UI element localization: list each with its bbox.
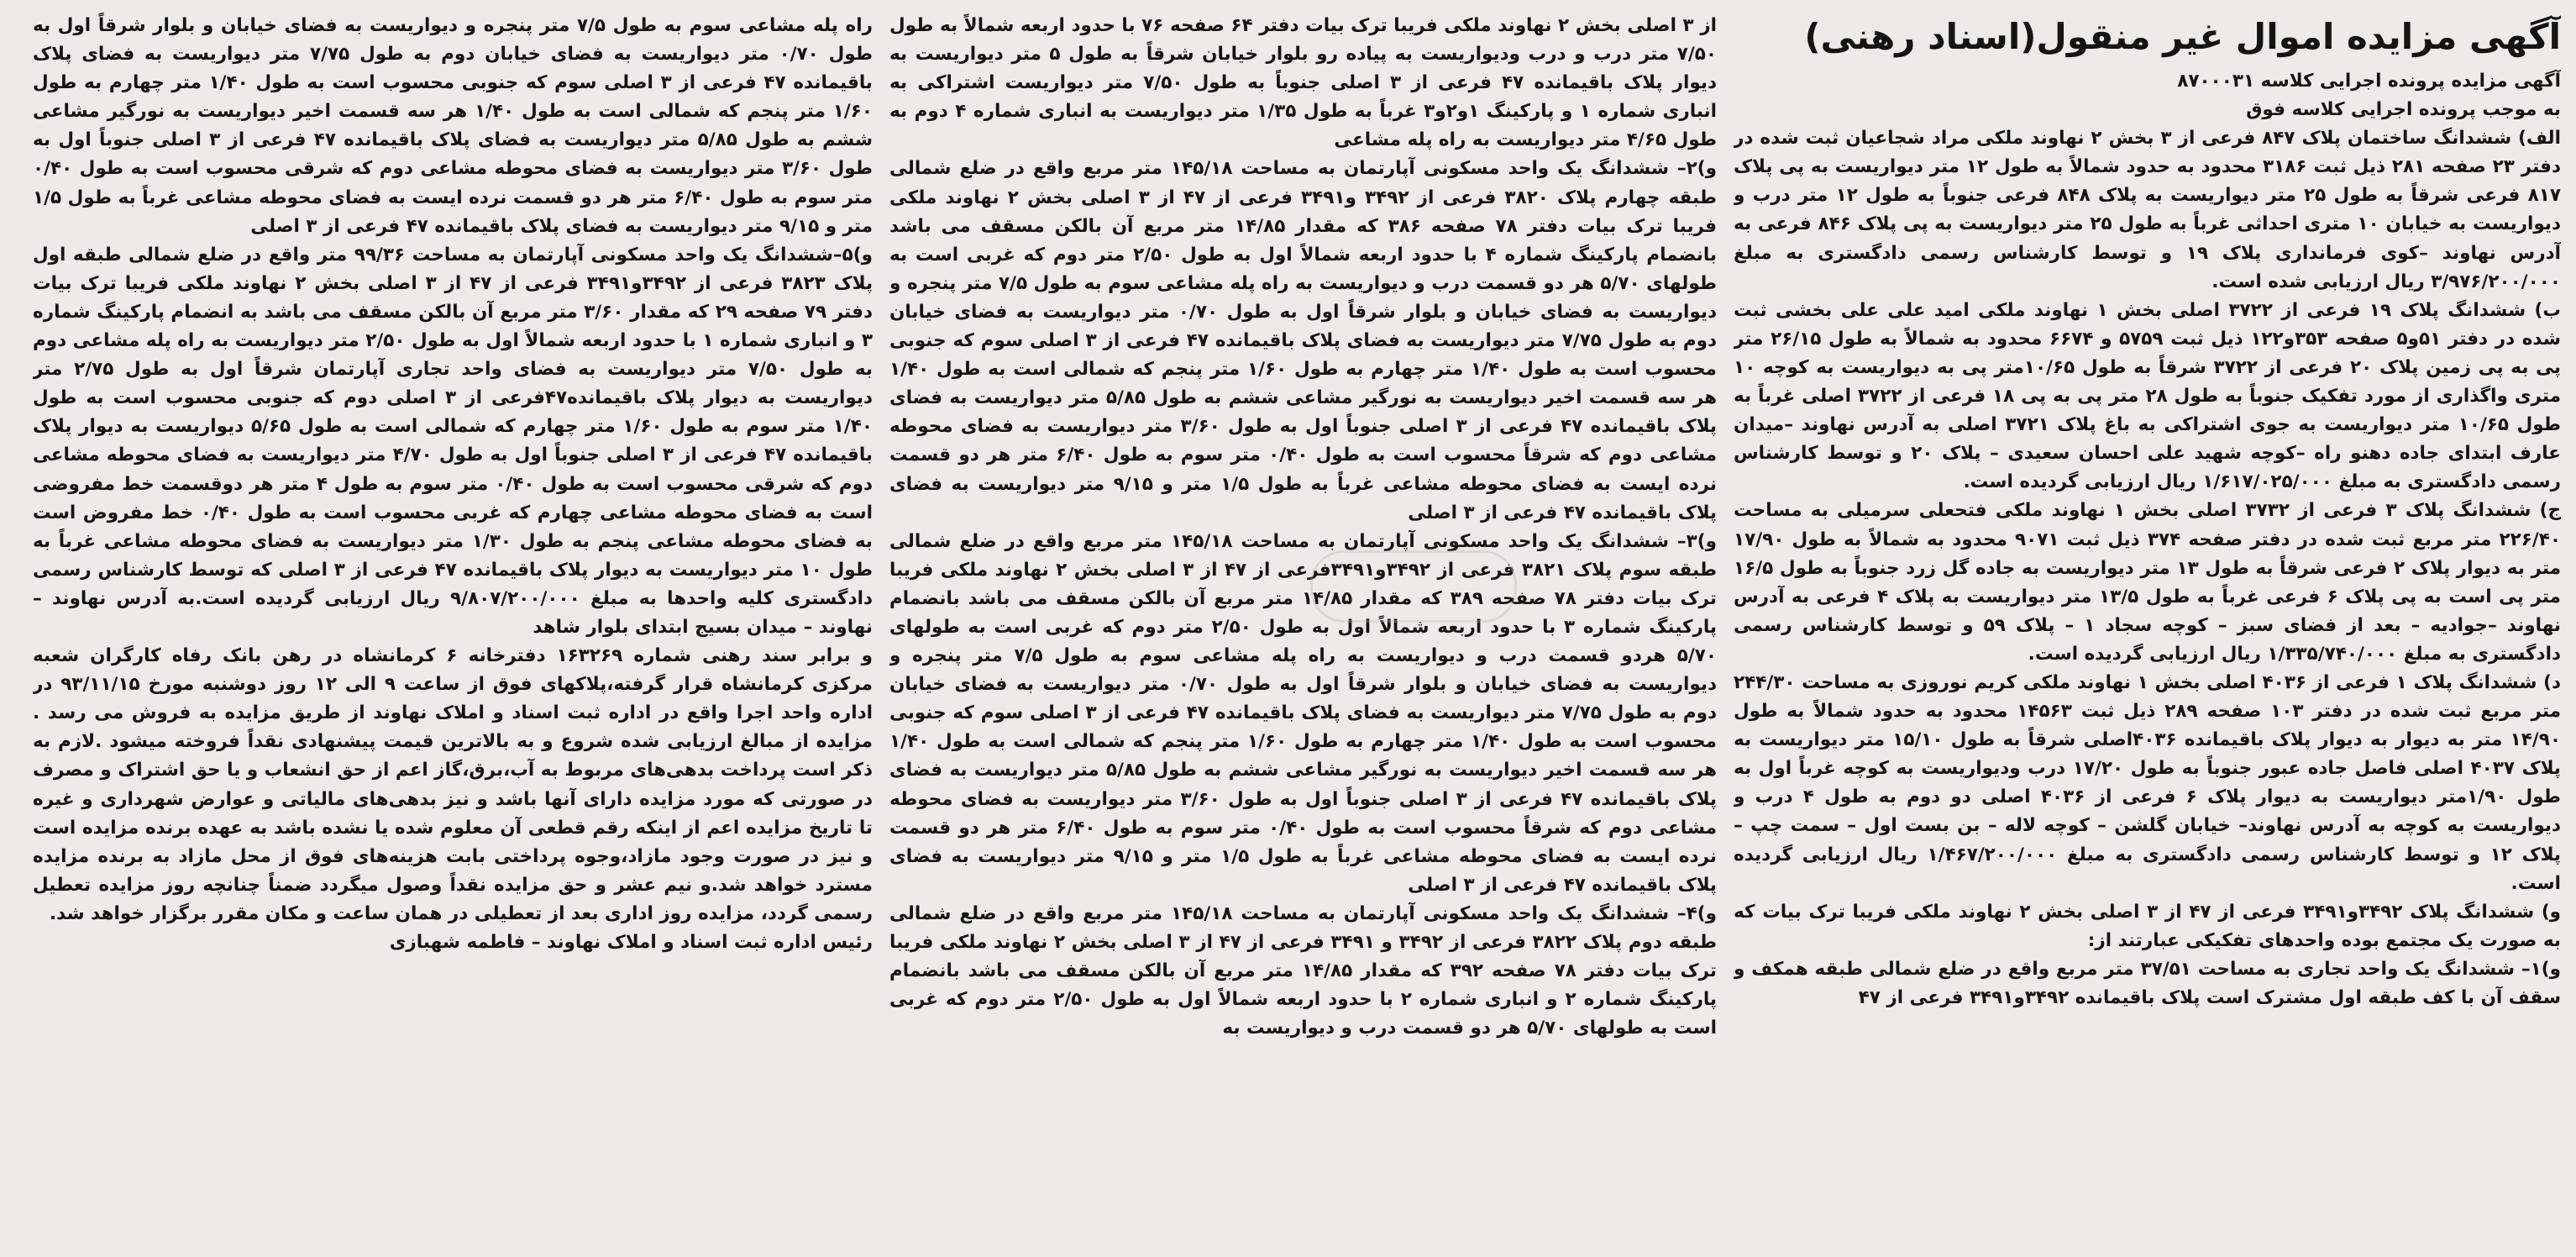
property-item-vav-4: و)۴– ششدانگ یک واحد مسکونی آپارتمان به مساحت ۱۴۵/۱۸ متر مربع واقع در ضلع شمالی طبقه دوم پلاک ۳۸۲۲ فرعی از ۳۴۹۲ و ۳۴۹۱ فرعی از ۴۷ از ۳ اصلی بخش ۲ نهاوند ملکی فریبا ترک بیات دفتر ۷۸ صفحه ۳۹۲ که مقدار ۱۴/۸۵ متر مربع آن بالکن مسقف می باشد بانضمام پارکینگ شماره ۲ و انباری شماره ۲ با حدود اربعه شمالاً اول به طول ۲/۵۰ متر دوم که غربی است به طولهای ۵/۷۰ هر دو قسمت درب و دیواریست به <box>889 902 1717 1039</box>
property-item-alef: الف) ششدانگ ساختمان پلاک ۸۴۷ فرعی از ۳ بخش ۲ نهاوند ملکی مراد شجاعیان ثبت شده در دفتر ۲۳ صفحه ۲۸۱ ذیل ثبت ۳۱۸۶ محدود به حدود شمالاً به طول ۱۲ متر دیواریست به پی پلاک ۸۱۷ فرعی شرقاً به طول ۲۵ متر دیواریست به پلاک ۸۴۸ فرعی جنوباً به طول ۱۲ متر درب و دیواریست به خیابان ۱۰ متری احداثی غرباً به طول ۲۵ متر دیواریست به پی پلاک ۸۴۶ فرعی به آدرس نهاوند –کوی فرمانداری پلاک ۱۹ و توسط کارشناس رسمی دادگستری به مبلغ ۳/۹۷۶/۲۰۰/۰۰۰ ریال ارزیابی شده است. <box>1734 128 2561 292</box>
column-middle <box>889 12 1717 1249</box>
property-item-vav-2: و)۲– ششدانگ یک واحد مسکونی آپارتمان به مساحت ۱۴۵/۱۸ متر مربع واقع در ضلع شمالی طبقه چهارم پلاک ۳۸۲۰ فرعی از ۳۴۹۲ و۳۴۹۱ فرعی از ۴۷ از ۳ اصلی بخش ۲ نهاوند ملکی فریبا ترک بیات دفتر ۷۸ صفحه ۳۸۶ که مقدار ۱۴/۸۵ متر مربع آن بالکن مسقف می باشد بانضمام پارکینگ شماره ۴ با حدود اربعه شمالاً اول به طول ۲/۵۰ متر دوم که غربی است به طولهای ۵/۷۰ هر دو قسمت درب و دیواریست به راه پله مشاعی سوم به طول ۷/۵ متر پنجره و دیواریست به فضای خیابان و بلوار شرقاً اول به طول ۰/۷۰ متر دیواریست به فضای خیابان دوم به طول ۷/۷۵ متر دیواریست به فضای پلاک باقیمانده ۴۷ فرعی از ۳ اصلی سوم که جنوبی محسوب است به طول ۱/۴۰ متر چهارم به طول ۱/۶۰ متر پنجم که شمالی است به طول ۱/۴۰ هر سه قسمت اخیر دیواریست به نورگیر مشاعی ششم به طول ۵/۸۵ متر دیواریست به فضای پلاک باقیمانده ۴۷ فرعی از ۳ اصلی جنوباً اول به طول ۳/۶۰ متر دیواریست به فضای محوطه مشاعی دوم که شرقاً محسوب است به طول ۰/۴۰ متر سوم به طول ۶/۴۰ متر هر دو قسمت نرده ایست به فضای محوطه مشاعی غرباً به طول ۱/۵ متر و ۹/۱۵ متر دیواریست به فضای پلاک باقیمانده ۴۷ فرعی از ۳ اصلی <box>889 158 1717 523</box>
property-item-vav: و) ششدانگ پلاک ۳۴۹۲و۳۴۹۱ فرعی از ۴۷ از ۳ اصلی بخش ۲ نهاوند ملکی فریبا ترک بیات که به صورت یک مجتمع بوده واحدهای تفکیکی عبارتند از: <box>1734 901 2561 951</box>
case-number-line: آگهی مزایده پرونده اجرایی کلاسه ۸۷۰۰۰۳۱ <box>2177 71 2561 92</box>
property-item-vav-4-continued: راه پله مشاعی سوم به طول ۷/۵ متر پنجره و دیواریست به فضای خیابان و بلوار شرقاً اول به طول ۰/۷۰ متر دیواریست به فضای خیابان دوم به طول ۷/۷۵ متر دیواریست به فضای پلاک باقیمانده ۴۷ فرعی از ۳ اصلی سوم که جنوبی محسوب است به طول ۱/۴۰ متر چهارم به طول ۱/۶۰ متر پنجم که شمالی است به طول ۱/۴۰ هر سه قسمت اخیر دیواریست به نورگیر مشاعی ششم به طول ۵/۸۵ متر دیواریست به فضای پلاک باقیمانده ۴۷ فرعی از ۳ اصلی جنوباً اول به طول ۳/۶۰ متر دیواریست به فضای محوطه مشاعی دوم که شرقی محسوب است به طول ۰/۴۰ متر سوم به طول ۶/۴۰ متر هر دو قسمت نرده ایست به فضای محوطه مشاعی غرباً به طول ۱/۵ متر و ۹/۱۵ متر دیواریست به فضای پلاک باقیمانده ۴۷ فرعی از ۳ اصلی <box>33 15 873 237</box>
property-item-vav-1: و)۱– ششدانگ یک واحد تجاری به مساحت ۳۷/۵۱ متر مربع واقع در ضلع شمالی طبقه همکف و سقف آن با کف طبقه اول مشترک است پلاک باقیمانده ۳۴۹۲و۳۴۹۱ فرعی از ۴۷ <box>1734 958 2561 1008</box>
property-item-jim: ج) ششدانگ پلاک ۳ فرعی از ۳۷۳۲ اصلی بخش ۱ نهاوند ملکی فتحعلی سرمیلی به مساحت ۲۲۶/۴۰ متر مربع ثبت شده در دفتر صفحه ۳۷۴ ذیل ثبت ۹۰۷۱ محدود به شمالاً به طول ۱۷/۹۰ متر به دیوار پلاک ۲ فرعی شرقاً به طول ۱۳ متر دیواریست به جاده گل زرد جنوباً به طول ۱۶/۵ متر پی است به پی پلاک ۶ فرعی غرباً به طول ۱۳/۵ متر دیواریست به پلاک ۴ فرعی به آدرس نهاوند –جوادیه – بعد از فضای سبز – کوچه سجاد ۱ – پلاک ۵۹ و توسط کارشناس رسمی دادگستری به مبلغ ۱/۳۳۵/۷۴۰/۰۰۰ ریال ارزیابی گردیده است. <box>1734 500 2561 665</box>
column-right <box>1734 12 2561 1249</box>
property-item-vav-5: و)۵–ششدانگ یک واحد مسکونی آپارتمان به مساحت ۹۹/۳۶ متر واقع در ضلع شمالی طبقه اول پلاک ۳۸۲۳ فرعی از ۳۴۹۲و۳۴۹۱ فرعی از ۴۷ از ۳ اصلی بخش ۲ نهاوند ملکی فریبا ترک بیات دفتر ۷۹ صفحه ۲۹ که مقدار ۳/۶۰ متر مربع آن بالکن مسقف می باشد به انضمام پارکینگ شماره ۳ و انباری شماره ۱ با حدود اربعه شمالاً اول به طول ۲/۵۰ متر دیواریست به راه پله مشاعی دوم به طول ۷/۵۰ متر دیواریست به فضای واحد تجاری آپارتمان شرقاً اول به طول ۲/۷۵ متر دیواریست به دیوار پلاک باقیمانده۴۷فرعی از ۳ اصلی دوم که جنوبی محسوب است به طول ۱/۴۰ متر سوم به طول ۱/۶۰ متر چهارم که شمالی است به طول ۵/۶۵ دیواریست به دیوار پلاک باقیمانده ۴۷ فرعی از ۳ اصلی جنوباً اول به طول ۴/۷۰ متر دیواریست به فضای محوطه مشاعی دوم که شرقی محسوب است به طول ۰/۴۰ متر سوم به طول ۴ متر هر دوقسمت خط مفروضی است به فضای محوطه مشاعی چهارم که غربی محسوب است به طول ۰/۴۰ خط مفروض است به فضای محوطه مشاعی پنجم به طول ۱/۳۰ متر دیواریست به فضای محوطه مشاعی غرباً به طول ۱۰ متر دیواریست به دیوار پلاک باقیمانده ۴۷ فرعی از ۳ اصلی که توسط کارشناس رسمی دادگستری کلیه واحدها به مبلغ ۹/۸۰۷/۲۰۰/۰۰۰ ریال ارزیابی گردیده است.به آدرس نهاوند – نهاوند – میدان بسیج ابتدای بلوار شاهد <box>33 244 873 638</box>
column-left <box>33 12 873 1249</box>
signature-line: رئیس اداره ثبت اسناد و املاک نهاوند – فاطمه شهبازی <box>389 932 873 953</box>
property-item-vav-1-continued: از ۳ اصلی بخش ۲ نهاوند ملکی فریبا ترک بیات دفتر ۶۴ صفحه ۷۶ با حدود اربعه شمالاً به طول ۷/۵۰ متر درب و درب ودیواریست به پیاده رو بلوار خیابان شرقاً به طول ۵ متر دیواریست به دیوار پلاک باقیمانده ۴۷ فرعی از ۳ اصلی جنوباً به طول ۷/۵۰ متر دیواریست اشتراکی به انباری شماره ۱ و پارکینگ ۱و۲و۳ غرباً به طول ۱/۳۵ متر دیواریست به انباری شماره ۴ دوم به طول ۴/۶۵ متر دیواریست به راه پله مشاعی <box>889 15 1717 151</box>
property-item-be: ب) ششدانگ پلاک ۱۹ فرعی از ۳۷۲۲ اصلی بخش ۱ نهاوند ملکی امید علی علی بخشی ثبت شده در دفتر ۵۱و۵ صفحه ۳۵۳و۱۲۲ ذیل ثبت ۵۷۵۹ و ۶۶۷۴ محدود به شمالاً به طول ۲۶/۱۵ متر پی به پی زمین پلاک ۲۰ فرعی از ۳۷۲۲ شرقاً به طول ۱۰/۶۵متر پی به دیواریست به کوچه ۱۰ متری واگذاری از مورد تفکیک جنوباً به طول ۲۸ متر پی به پی ۱۸ فرعی از ۳۷۲۲ اصلی غرباً به طول ۱۰/۶۵ متر دیواریست به جوی اشتراکی به باغ پلاک ۳۷۲۱ اصلی به آدرس نهاوند –میدان عارف ابتدای جاده دهنو راه –کوچه شهید علی احسان سعیدی – پلاک ۲۰ و توسط کارشناس رسمی دادگستری به مبلغ ۱/۶۱۷/۰۲۵/۰۰۰ ریال ارزیابی گردیده است. <box>1734 299 2561 493</box>
property-item-dal: د) ششدانگ پلاک ۱ فرعی از ۴۰۳۶ اصلی بخش ۱ نهاوند ملکی کریم نوروزی به مساحت ۲۴۴/۳۰ متر مربع ثبت شده در دفتر ۱۰۳ صفحه ۲۸۹ ذیل ثبت ۱۴۵۶۳ محدود به حدود شمالاً به طول ۱۴/۹۰ متر به دیوار به دیوار پلاک باقیمانده ۴۰۳۶اصلی شرقاً به طول ۱۵/۱۰ متر دیواریست به پلاک ۴۰۳۷ اصلی فاصل جاده عبور جنوباً به طول ۱۷/۲۰ درب ودیواریست به کوچه غرباً اول به طول ۱/۹۰متر دیواریست به دیوار پلاک ۶ فرعی از ۴۰۳۶ اصلی دو دوم به طول ۴ درب و دیواریست به کوچه به آدرس نهاوند– خیابان گلشن – کوچه لاله – بن بست اول – سمت چپ – پلاک ۱۲ و توسط کارشناس رسمی دادگستری به مبلغ ۱/۴۶۷/۲۰۰/۰۰۰ ریال ارزیابی گردیده است. <box>1734 671 2561 894</box>
auction-terms: و برابر سند رهنی شماره ۱۶۳۲۶۹ دفترخانه ۶ کرمانشاه در رهن بانک رفاه کارگران شعبه مرکزی کرمانشاه قرار گرفته،پلاکهای فوق از ساعت ۹ الی ۱۲ روز دوشنبه مورخ ۹۳/۱۱/۱۵ در اداره واحد اجرا واقع در اداره ثبت اسناد و املاک نهاوند از طریق مزایده به فروش می رسد . مزایده از مبالغ ارزیابی شده شروع و به بالاترین قیمت پیشنهادی نقداً فروخته میشود .لازم به ذکر است پرداخت بدهی‌های مربوط به آب،برق،گاز اعم از حق انشعاب و یا حق اشتراک و مصرف در صورتی که مورد مزایده دارای آنها باشد و نیز بدهی‌های مالیاتی و عوارض شهرداری و غیره تا تاریخ مزایده اعم از اینکه رقم قطعی آن معلوم شده یا نشده باشد به عهده برنده مزایده است و نیز در صورت وجود مازاد،وجوه پرداختی بابت هزینه‌های فوق از محل مازاد به برنده مزایده مسترد خواهد شد.و نیم عشر و حق مزایده نقداً وصول میگردد ضمناً چنانچه روز مزایده تعطیل رسمی گردد، مزایده روز اداری بعد از تعطیلی در همان ساعت و مکان مقرر برگزار خواهد شد. <box>33 645 873 924</box>
property-item-vav-3: و)۳– ششدانگ یک واحد مسکونی آپارتمان به مساحت ۱۴۵/۱۸ متر مربع واقع در ضلع شمالی طبقه سوم پلاک ۳۸۲۱ فرعی از ۳۴۹۲و۳۴۹۱فرعی از ۴۷ از ۳ اصلی بخش ۲ نهاوند ملکی فریبا ترک بیات دفتر ۷۸ صفحه ۳۸۹ که مقدار ۱۴/۸۵ متر مربع آن بالکن مسقف می باشد بانضمام پارکینگ شماره ۳ با حدود اربعه شمالاً اول به طول ۲/۵۰ متر دوم که غربی است به طولهای ۵/۷۰ هردو قسمت درب و دیواریست به راه پله مشاعی سوم به طول ۷/۵ متر پنجره و دیواریست به فضای خیابان و بلوار شرقاً اول به طول ۰/۷۰ متر دیواریست به فضای خیابان دوم به طول ۷/۷۵ متر دیواریست به فضای پلاک باقیمانده ۴۷ فرعی از ۳ اصلی سوم که جنوبی محسوب است به طول ۱/۴۰ متر چهارم به طول ۱/۶۰ متر پنجم که شمالی است به طول ۱/۴۰ هر سه قسمت اخیر دیواریست به نورگیر مشاعی ششم به طول ۵/۸۵ متر دیواریست به فضای پلاک باقیمانده ۴۷ فرعی از ۳ اصلی جنوباً اول به طول ۳/۶۰ متر دیواریست به فضای محوطه مشاعی دوم که شرقاً محسوب است به طول ۰/۴۰ متر سوم به طول ۶/۴۰ متر هر دو قسمت نرده ایست به فضای محوطه مشاعی غرباً به طول ۱/۵ متر و ۹/۱۵ متر دیواریست به فضای پلاک باقیمانده ۴۷ فرعی از ۳ اصلی <box>889 530 1717 896</box>
case-reference-line: به موجب پرونده اجرایی کلاسه فوق <box>2246 99 2561 121</box>
notice-title: آگهی مزایده اموال غیر منقول(اسناد رهنی) <box>1804 16 2561 57</box>
